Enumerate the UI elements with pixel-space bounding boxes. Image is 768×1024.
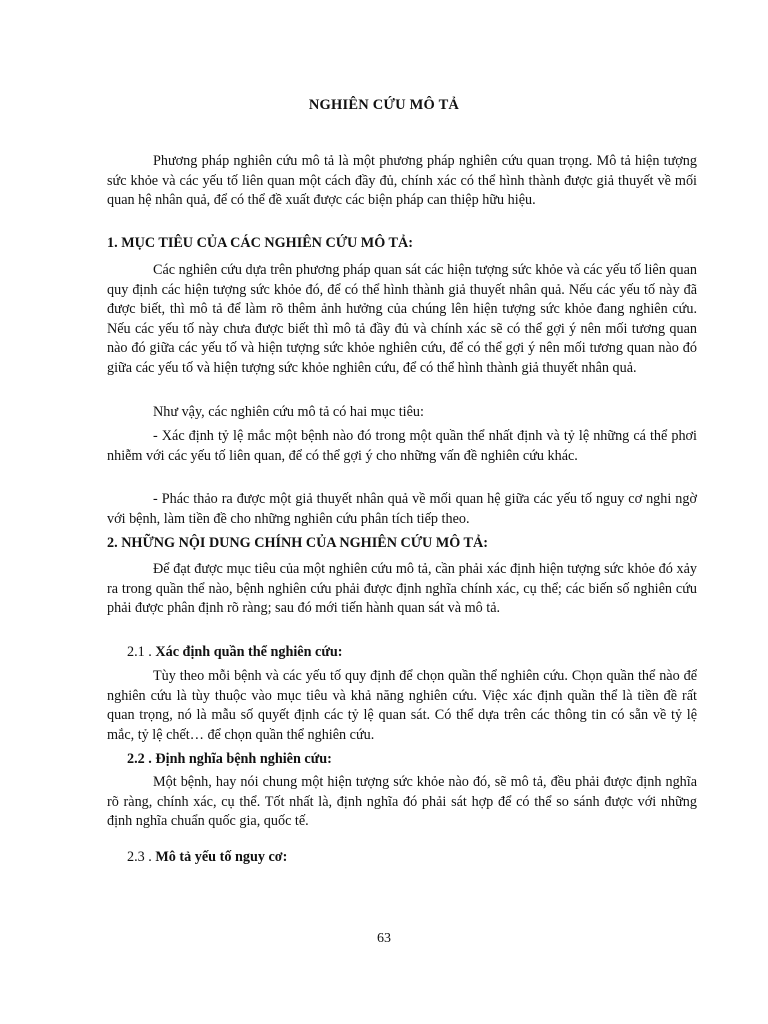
subsection-2-2-title: Định nghĩa bệnh nghiên cứu:	[155, 751, 332, 767]
section-2-heading: 2. NHỮNG NỘI DUNG CHÍNH CỦA NGHIÊN CỨU MÔ TẢ:	[107, 535, 488, 551]
objective-1: - Xác định tỷ lệ mắc một bệnh nào đó trong một quần thể nhất định và tỷ lệ những cá thể phơi nhiễm với các yếu tố liên quan, để có thể gợi ý cho những vấn đề nghiên cứu khác.	[107, 428, 697, 464]
section-2-paragraph: Để đạt được mục tiêu của một nghiên cứu mô tả, cần phải xác định hiện tượng sức khỏe đó xảy ra trong quần thể nào, bệnh nghiên cứu phải được định nghĩa chính xác, cụ thể; các biến số nghiên cứu phải được phân định rõ ràng; sau đó mới tiến hành quan sát và mô tả.	[107, 561, 697, 616]
subsection-2-3-title: Mô tả yếu tố nguy cơ:	[155, 849, 288, 865]
page-number: 63	[377, 931, 391, 946]
subsection-2-1-number: 2.1 .	[127, 644, 152, 660]
subsection-2-1-heading	[127, 643, 707, 663]
subsection-2-3-number: 2.3 .	[127, 849, 152, 865]
section-1-paragraph: Các nghiên cứu dựa trên phương pháp quan sát các hiện tượng sức khỏe và các yếu tố liên quan quy định các hiện tượng sức khỏe đó, để có thể hình thành giả thuyết nhân quả. Nếu các yếu tố này đã được biết, thì mô tả để làm rõ thêm ảnh hưởng của chúng lên hiện tượng sức khỏe đang nghiên cứu. Nếu các yếu tố này chưa được biết thì mô tả đầy đủ và chính xác sẽ có thể gợi ý nên mối tương quan nào đó giữa các yếu tố và hiện tượng sức khỏe nghiên cứu, để có thể gợi ý nên mối tương quan nào đó giữa các yếu tố và hiện tượng sức khỏe nghiên cứu, để có thể hình thành giả thuyết nhân quả.	[107, 262, 697, 376]
page-title: NGHIÊN CỨU MÔ TẢ	[308, 97, 460, 113]
objective-2: - Phác thảo ra được một giả thuyết nhân quả về mối quan hệ giữa các yếu tố nguy cơ nghi ngờ với bệnh, làm tiền đề cho những nghiên cứu phân tích tiếp theo.	[107, 491, 697, 527]
section-1-objectives-intro: Như vậy, các nghiên cứu mô tả có hai mục tiêu:	[153, 404, 424, 420]
subsection-2-1-paragraph: Tùy theo mỗi bệnh và các yếu tố quy định để chọn quần thể nghiên cứu. Chọn quần thể nào để nghiên cứu là tùy thuộc vào mục tiêu và khả năng nghiên cứu. Việc xác định quần thể là tiền đề rất quan trọng, nó là mẫu số quyết định các tỷ lệ quan sát. Có thể dựa trên các thông tin có sẵn về tỷ lệ mắc, tỷ lệ chết… để chọn quần thể nghiên cứu.	[107, 668, 697, 743]
subsection-2-2-paragraph: Một bệnh, hay nói chung một hiện tượng sức khỏe nào đó, sẽ mô tả, đều phải được định nghĩa rõ ràng, chính xác, cụ thể. Tốt nhất là, định nghĩa đó phải sát hợp để có thể so sánh được với những định nghĩa chuẩn quốc gia, quốc tế.	[107, 774, 697, 829]
subsection-2-2-number: 2.2 .	[127, 751, 152, 767]
section-1-heading: 1. MỤC TIÊU CỦA CÁC NGHIÊN CỨU MÔ TẢ:	[107, 235, 413, 251]
intro-paragraph: Phương pháp nghiên cứu mô tả là một phương pháp nghiên cứu quan trọng. Mô tả hiện tượng sức khỏe và các yếu tố liên quan một cách đầy đủ, chính xác có thể hình thành được giả thuyết về mối quan hệ nhân quả, để có thể đề xuất được các biện pháp can thiệp hữu hiệu.	[107, 153, 697, 208]
subsection-2-1-title: Xác định quần thể nghiên cứu:	[155, 644, 343, 660]
subsection-2-3-heading	[127, 848, 707, 868]
subsection-2-2-heading	[127, 750, 707, 770]
